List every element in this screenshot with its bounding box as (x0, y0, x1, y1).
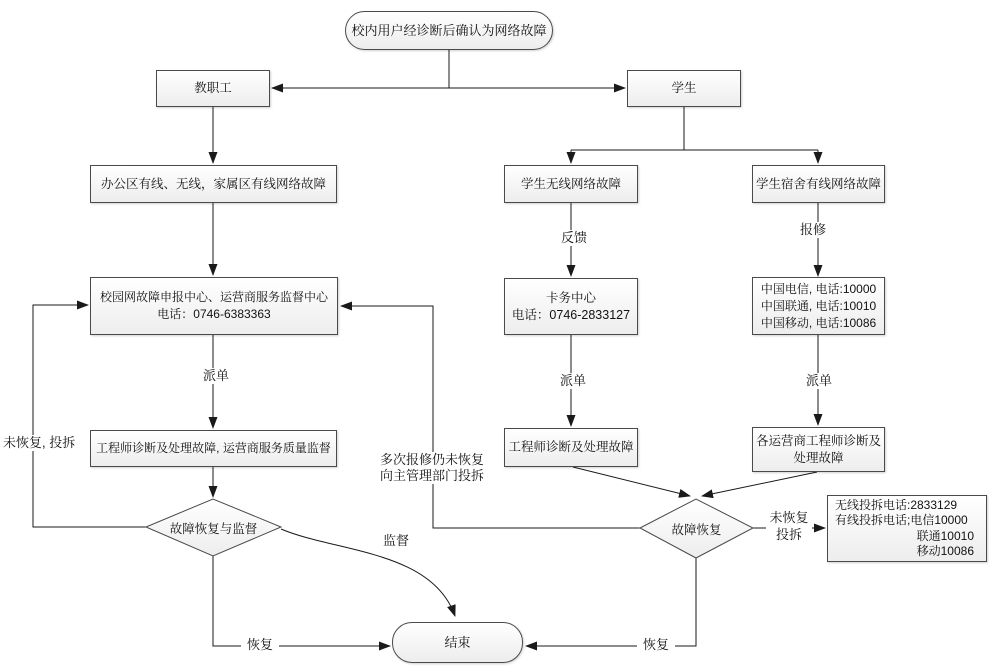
edge-label-supervise: 监督 (377, 533, 415, 549)
node-report-center (90, 277, 338, 335)
node-student-wireless (504, 165, 638, 203)
edge-supervise-curve (281, 529, 455, 616)
edge-diamond-right-to-end (526, 558, 696, 646)
node-office-fault (90, 165, 337, 203)
node-complaint-phone (827, 495, 987, 562)
node-end-label: 结束 (444, 635, 471, 650)
node-student-wireless-label: 学生无线网络故障 (520, 176, 621, 191)
node-operators (752, 277, 885, 335)
node-end (392, 622, 523, 663)
edge-label-not-recovered-line2: 投拆 (775, 527, 802, 542)
node-operators-line2: 中国联通, 电话:10010 (760, 298, 877, 313)
edge-operator-engineer-to-diamond-right (702, 472, 817, 496)
edge-label-feedback: 反馈 (555, 230, 593, 246)
node-student (627, 70, 741, 107)
edge-engineer-mid-to-diamond-right (573, 467, 690, 496)
edge-label-multi-repair (378, 452, 486, 484)
edge-label-not-recovered-complaint: 未恢复, 投拆 (3, 435, 76, 450)
node-student-label: 学生 (671, 81, 697, 95)
node-student-dorm (752, 165, 885, 203)
edge-label-dispatch-right: 派单 (800, 373, 838, 389)
diamond-recovery-supervise-label: 故障恢复与监督 (169, 521, 258, 536)
edge-label-recovered-right: 恢复 (637, 637, 675, 653)
diamond-recovery (640, 499, 753, 558)
diamond-recovery-supervise (146, 499, 281, 556)
edge-label-dispatch-mid: 派单 (554, 373, 592, 389)
node-complaint-phone-lines (828, 496, 986, 561)
edge-diamond-right-loopback (341, 306, 640, 528)
edge-label-recovered-left: 恢复 (241, 637, 279, 653)
node-operators-line3: 中国移动, 电话:10086 (760, 315, 877, 330)
node-complaint-phone-line4: 移动10086 (916, 544, 974, 558)
edge-label-not-recovered-line1: 未恢复 (769, 510, 809, 525)
node-faculty-label: 教职工 (194, 81, 232, 95)
node-start (345, 11, 553, 50)
node-card-center-line1: 卡务中心 (545, 290, 596, 305)
node-student-dorm-label: 学生宿舍有线网络故障 (755, 176, 881, 191)
node-office-fault-label: 办公区有线、无线，家属区有线网络故障 (100, 176, 326, 191)
node-complaint-phone-line1: 无线投拆电话:2833129 (835, 497, 958, 512)
edge-diamond-left-to-end (213, 556, 390, 646)
edge-label-repair-report: 报修 (794, 222, 832, 238)
node-complaint-phone-line3: 联通10010 (916, 528, 974, 543)
node-complaint-phone-line2: 有线投拆电话;电信10000 (835, 513, 968, 527)
node-operators-line1: 中国电信, 电话:10000 (760, 281, 877, 296)
edge-label-multi-repair-line1: 多次报修仍未恢复 (379, 452, 484, 467)
node-operator-engineer-line2: 处理故障 (793, 450, 844, 465)
node-engineer-supervise (90, 430, 337, 467)
node-start-label: 校内用户经诊断后确认为网络故障 (351, 23, 547, 38)
edge-label-multi-repair-line2: 向主管理部门投拆 (379, 468, 484, 483)
node-card-center-line2: 电话：0746-2833127 (511, 307, 631, 322)
node-report-center-line2: 电话：0746-6383363 (157, 307, 271, 321)
node-report-center-line1: 校园网故障申报中心、运营商服务监督中心 (99, 290, 328, 304)
edge-label-not-recovered-right (766, 509, 812, 543)
node-faculty (156, 70, 270, 107)
edge-label-dispatch-left: 派单 (197, 368, 235, 384)
node-card-center (504, 278, 638, 335)
node-operator-engineer (752, 427, 885, 472)
node-engineer-supervise-label: 工程师诊断及处理故障, 运营商服务质量监督 (96, 441, 331, 455)
node-engineer (504, 428, 638, 467)
edge-diamond-left-loopback (33, 305, 146, 527)
node-operator-engineer-line1: 各运营商工程师诊断及 (755, 433, 881, 448)
diamond-recovery-label: 故障恢复 (671, 522, 722, 537)
node-engineer-label: 工程师诊断及处理故障 (508, 440, 634, 454)
